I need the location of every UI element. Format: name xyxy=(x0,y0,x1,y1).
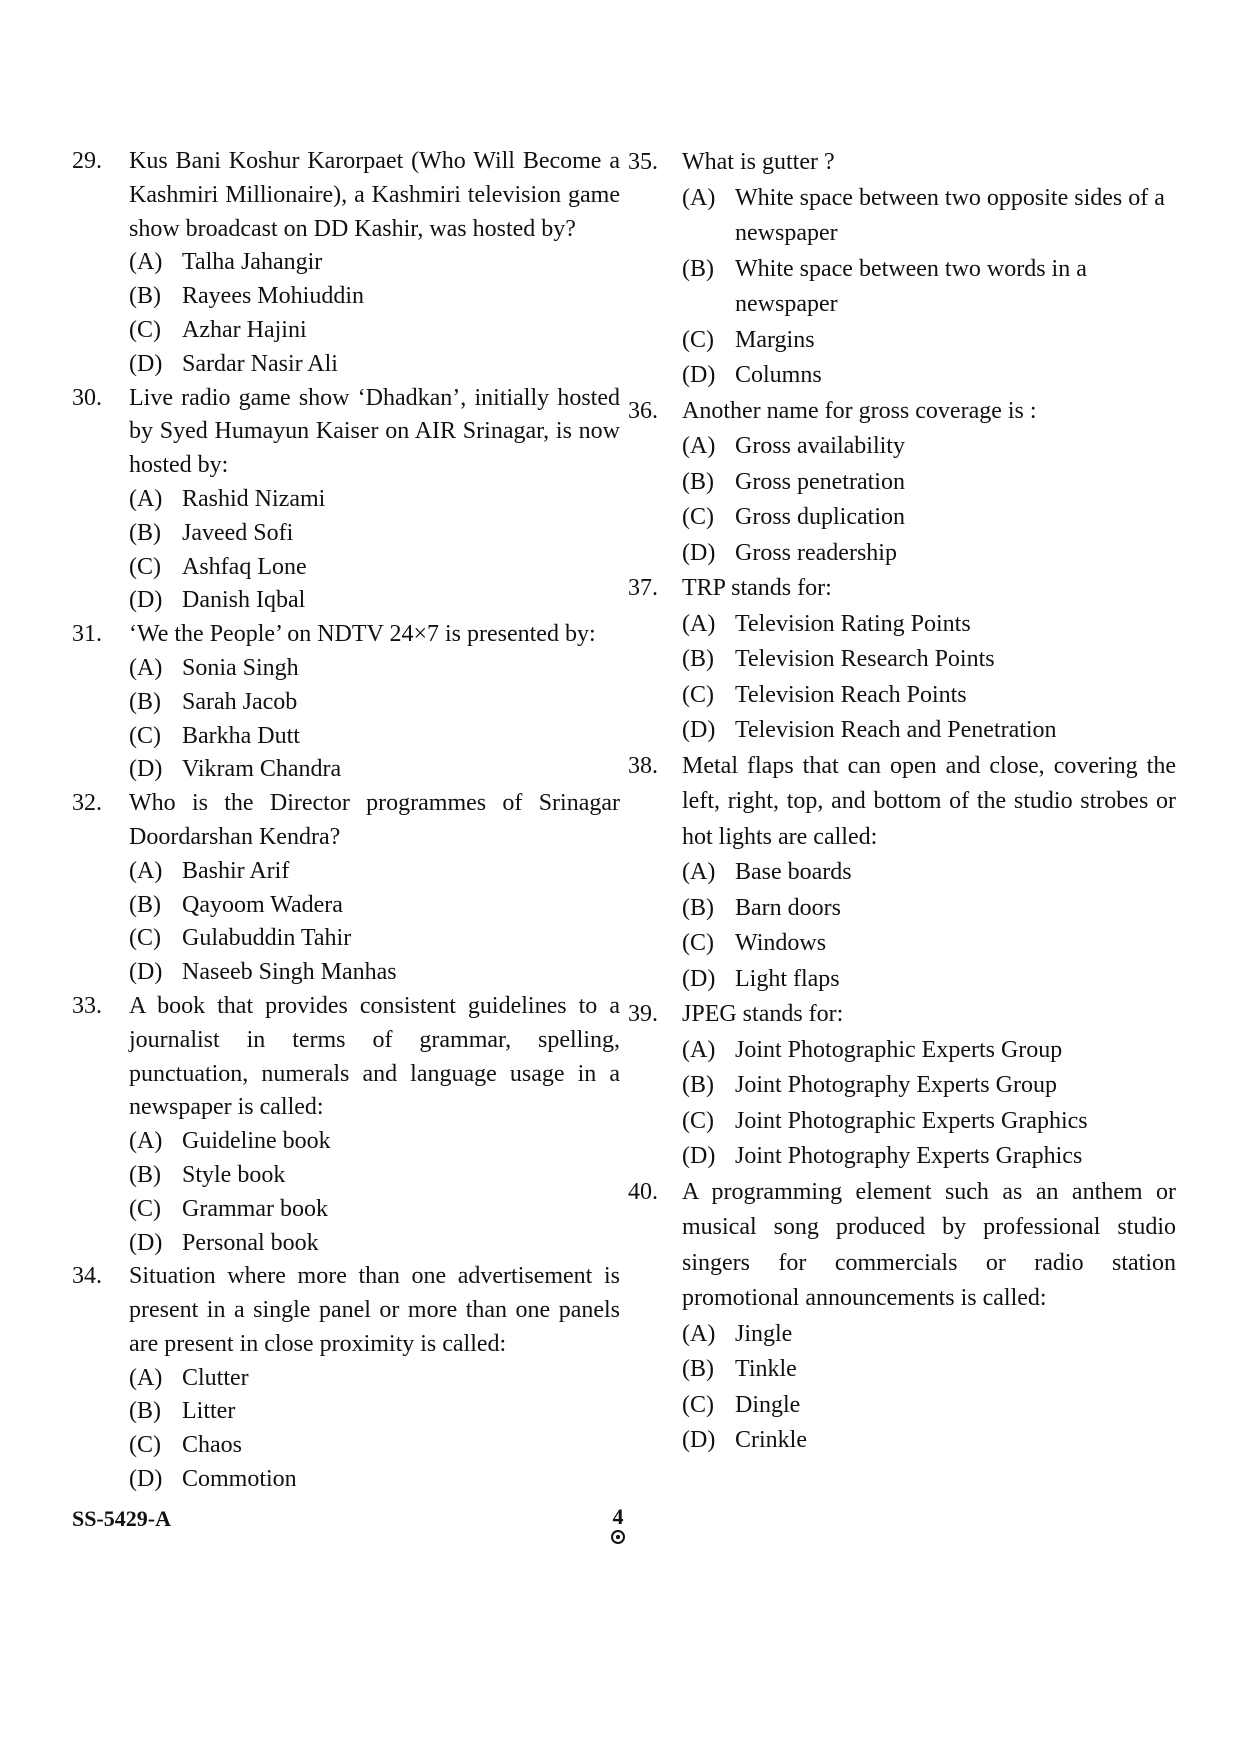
option-text: Azhar Hajini xyxy=(182,316,307,343)
option-text: Barn doors xyxy=(735,894,841,921)
option-item xyxy=(682,323,1176,359)
option-text: Columns xyxy=(735,362,822,388)
option-item xyxy=(129,551,620,585)
paper-code: SS-5429-A xyxy=(72,1506,172,1531)
option-letter: (D) xyxy=(129,1229,163,1256)
option-text: White space between two opposite sides of a newspaper xyxy=(735,184,1165,246)
option-text: Television Reach Points xyxy=(735,681,967,708)
option-item xyxy=(129,1395,620,1429)
question-text: Metal flaps that can open and close, covering the left, right, top, and bottom of the studio strobes or hot lights are called: xyxy=(682,752,1176,850)
option-list xyxy=(682,1033,1176,1175)
option-text: Barkha Dutt xyxy=(182,722,300,749)
option-text: Sonia Singh xyxy=(182,654,299,681)
option-letter: (C) xyxy=(682,1107,714,1134)
option-item xyxy=(129,1125,620,1159)
option-text: Television Reach and Penetration xyxy=(735,717,1057,743)
option-letter: (C) xyxy=(129,1432,161,1459)
option-item xyxy=(129,280,620,314)
option-letter: (A) xyxy=(129,1364,163,1391)
question-40 xyxy=(628,1175,1176,1459)
option-letter: (C) xyxy=(129,925,161,952)
option-text: Light flaps xyxy=(735,965,840,992)
option-item xyxy=(682,1033,1176,1069)
option-letter: (D) xyxy=(682,539,716,566)
option-letter: (D) xyxy=(129,587,163,614)
option-item xyxy=(682,1352,1176,1388)
right-column xyxy=(628,145,1176,1459)
option-text: Gross availability xyxy=(735,433,905,459)
option-item xyxy=(129,1429,620,1463)
option-letter: (D) xyxy=(682,362,716,388)
option-letter: (A) xyxy=(129,654,163,681)
option-letter: (C) xyxy=(682,681,714,708)
option-letter: (A) xyxy=(682,610,716,637)
question-text: Another name for gross coverage is : xyxy=(682,397,1037,424)
option-text: Television Rating Points xyxy=(735,610,971,637)
option-text: Qayoom Wadera xyxy=(182,891,343,918)
option-item xyxy=(682,465,1176,501)
page-mark-icon xyxy=(611,1530,625,1544)
question-text: A programming element such as an anthem or musical song produced by professional studio singers for commercials or radio station promotional announcements is called: xyxy=(682,1178,1176,1311)
option-text: Talha Jahangir xyxy=(182,249,323,276)
option-letter: (A) xyxy=(682,184,716,211)
option-list xyxy=(682,855,1176,997)
option-letter: (C) xyxy=(129,1195,161,1222)
option-item xyxy=(682,252,1176,323)
option-item xyxy=(129,1193,620,1227)
option-letter: (B) xyxy=(129,519,161,546)
option-text: Ashfaq Lone xyxy=(182,553,307,580)
option-text: Gulabuddin Tahir xyxy=(182,925,352,952)
question-text: A book that provides consistent guidelines to a journalist in terms of grammar, spelling, punctuation, numerals and language usage in a newspaper is called: xyxy=(129,992,620,1121)
question-29 xyxy=(72,145,620,382)
question-text: What is gutter ? xyxy=(682,149,835,175)
page-number: 4 xyxy=(612,1504,624,1529)
option-text: Grammar book xyxy=(182,1195,328,1222)
option-text: Gross penetration xyxy=(735,468,905,495)
option-letter: (A) xyxy=(129,485,163,512)
option-letter: (A) xyxy=(682,859,716,885)
option-text: Chaos xyxy=(182,1432,242,1459)
option-letter: (D) xyxy=(682,717,716,743)
option-list xyxy=(682,181,1176,394)
option-item xyxy=(682,891,1176,927)
option-item xyxy=(682,926,1176,962)
question-text: Live radio game show ‘Dhadkan’, initially hosted by Syed Humayun Kaiser on AIR Srinagar, is now hosted by: xyxy=(129,384,620,479)
question-number: 38. xyxy=(628,752,658,779)
question-number: 40. xyxy=(628,1178,658,1205)
option-letter: (D) xyxy=(682,1143,716,1169)
question-text: Who is the Director programmes of Srinagar Doordarshan Kendra? xyxy=(129,790,620,850)
option-item xyxy=(682,1104,1176,1140)
option-letter: (C) xyxy=(682,504,714,530)
option-text: Commotion xyxy=(182,1466,297,1493)
option-item xyxy=(682,358,1176,394)
question-30 xyxy=(72,382,620,619)
option-item xyxy=(129,584,620,618)
option-item xyxy=(682,855,1176,891)
option-text: Naseeb Singh Manhas xyxy=(182,959,397,986)
option-item xyxy=(682,962,1176,998)
option-text: Personal book xyxy=(182,1229,319,1256)
option-list xyxy=(129,246,620,381)
question-number: 32. xyxy=(72,790,102,817)
option-item xyxy=(129,652,620,686)
option-letter: (C) xyxy=(682,930,714,956)
question-number: 37. xyxy=(628,575,658,601)
option-text: Jingle xyxy=(735,1320,793,1347)
option-item xyxy=(682,429,1176,465)
option-letter: (D) xyxy=(682,1427,716,1453)
option-item xyxy=(129,889,620,923)
option-text: Guideline book xyxy=(182,1128,331,1155)
question-number: 35. xyxy=(628,149,658,175)
option-text: Windows xyxy=(735,930,827,956)
question-text: Situation where more than one advertisement is present in a single panel or more than one panels are present in close proximity is called: xyxy=(129,1263,620,1357)
left-column xyxy=(72,145,620,1497)
option-letter: (B) xyxy=(682,646,714,672)
option-letter: (C) xyxy=(682,1391,714,1418)
option-letter: (B) xyxy=(682,894,714,921)
option-item xyxy=(129,517,620,551)
option-letter: (A) xyxy=(129,1128,163,1155)
option-item xyxy=(129,1362,620,1396)
option-item xyxy=(682,642,1176,678)
question-number: 30. xyxy=(72,384,102,411)
option-text: Gross readership xyxy=(735,539,897,566)
option-item xyxy=(682,536,1176,572)
option-item xyxy=(129,956,620,990)
option-item xyxy=(682,181,1176,252)
question-31 xyxy=(72,618,620,787)
option-letter: (D) xyxy=(682,965,716,992)
option-list xyxy=(682,607,1176,749)
option-item xyxy=(682,1423,1176,1459)
question-32 xyxy=(72,787,620,990)
option-text: Margins xyxy=(735,326,815,353)
option-letter: (D) xyxy=(129,350,163,377)
option-text: Joint Photography Experts Group xyxy=(735,1072,1057,1098)
option-text: Sardar Nasir Ali xyxy=(182,350,338,377)
option-item xyxy=(129,246,620,280)
option-list xyxy=(682,1317,1176,1459)
question-number: 31. xyxy=(72,621,102,648)
option-letter: (C) xyxy=(129,553,161,580)
option-text: Vikram Chandra xyxy=(182,756,342,783)
option-list xyxy=(129,483,620,618)
option-letter: (D) xyxy=(129,1466,163,1493)
option-text: Television Research Points xyxy=(735,646,995,672)
question-text: JPEG stands for: xyxy=(682,1001,844,1027)
option-text: Style book xyxy=(182,1161,286,1188)
option-item xyxy=(682,678,1176,714)
option-letter: (B) xyxy=(129,891,161,918)
option-letter: (B) xyxy=(682,468,714,495)
option-text: Crinkle xyxy=(735,1427,807,1453)
option-item xyxy=(129,922,620,956)
option-list xyxy=(129,855,620,990)
option-text: Litter xyxy=(182,1398,236,1425)
option-item xyxy=(682,713,1176,749)
option-letter: (A) xyxy=(682,433,716,459)
option-text: Rashid Nizami xyxy=(182,485,326,512)
option-item xyxy=(129,1227,620,1261)
option-item xyxy=(129,686,620,720)
question-text: TRP stands for: xyxy=(682,575,832,601)
option-text: Bashir Arif xyxy=(182,857,290,884)
question-number: 33. xyxy=(72,992,102,1019)
question-39 xyxy=(628,997,1176,1175)
option-letter: (A) xyxy=(682,1036,716,1063)
question-number: 39. xyxy=(628,1001,658,1027)
option-item xyxy=(682,1139,1176,1175)
option-text: Clutter xyxy=(182,1364,249,1391)
option-letter: (C) xyxy=(129,316,161,343)
question-35 xyxy=(628,145,1176,394)
question-number: 34. xyxy=(72,1263,102,1290)
option-letter: (D) xyxy=(129,756,163,783)
question-text: ‘We the People’ on NDTV 24×7 is presented by: xyxy=(129,621,596,648)
option-text: Base boards xyxy=(735,859,852,885)
option-text: White space between two words in a newspaper xyxy=(735,255,1087,317)
option-item xyxy=(129,855,620,889)
option-list xyxy=(129,1125,620,1260)
option-list xyxy=(129,1362,620,1497)
option-text: Danish Iqbal xyxy=(182,587,306,614)
question-number: 36. xyxy=(628,397,658,424)
option-letter: (D) xyxy=(129,959,163,986)
option-letter: (A) xyxy=(129,249,163,276)
option-letter: (B) xyxy=(129,1398,161,1425)
option-letter: (B) xyxy=(129,688,161,715)
option-text: Gross duplication xyxy=(735,504,905,530)
option-letter: (B) xyxy=(682,255,714,282)
option-item xyxy=(129,314,620,348)
option-text: Sarah Jacob xyxy=(182,688,298,715)
question-36 xyxy=(628,394,1176,572)
option-letter: (B) xyxy=(682,1072,714,1098)
option-text: Joint Photographic Experts Graphics xyxy=(735,1107,1088,1134)
question-number: 29. xyxy=(72,148,102,174)
option-letter: (A) xyxy=(129,857,163,884)
option-item xyxy=(129,1463,620,1497)
question-34 xyxy=(72,1260,620,1497)
option-item xyxy=(129,348,620,382)
option-item xyxy=(129,1159,620,1193)
option-item xyxy=(682,607,1176,643)
question-38 xyxy=(628,749,1176,998)
option-letter: (B) xyxy=(682,1356,714,1382)
option-item xyxy=(682,1068,1176,1104)
option-letter: (B) xyxy=(129,1161,161,1188)
option-item xyxy=(129,753,620,787)
option-text: Joint Photography Experts Graphics xyxy=(735,1143,1083,1169)
option-text: Joint Photographic Experts Group xyxy=(735,1036,1063,1063)
question-text: Kus Bani Koshur Karorpaet (Who Will Become a Kashmiri Millionaire), a Kashmiri television game show broadcast on DD Kashir, was hosted by? xyxy=(129,148,620,242)
option-text: Javeed Sofi xyxy=(182,519,294,546)
option-letter: (C) xyxy=(682,326,714,353)
option-list xyxy=(129,652,620,787)
option-letter: (A) xyxy=(682,1320,716,1347)
option-letter: (C) xyxy=(129,722,161,749)
question-33 xyxy=(72,990,620,1260)
option-text: Dingle xyxy=(735,1391,801,1418)
question-37 xyxy=(628,571,1176,749)
option-list xyxy=(682,429,1176,571)
option-text: Rayees Mohiuddin xyxy=(182,283,364,310)
option-item xyxy=(682,1317,1176,1353)
option-item xyxy=(682,1388,1176,1424)
option-text: Tinkle xyxy=(735,1356,797,1382)
option-letter: (B) xyxy=(129,283,161,310)
option-item xyxy=(682,500,1176,536)
option-item xyxy=(129,483,620,517)
option-item xyxy=(129,720,620,754)
